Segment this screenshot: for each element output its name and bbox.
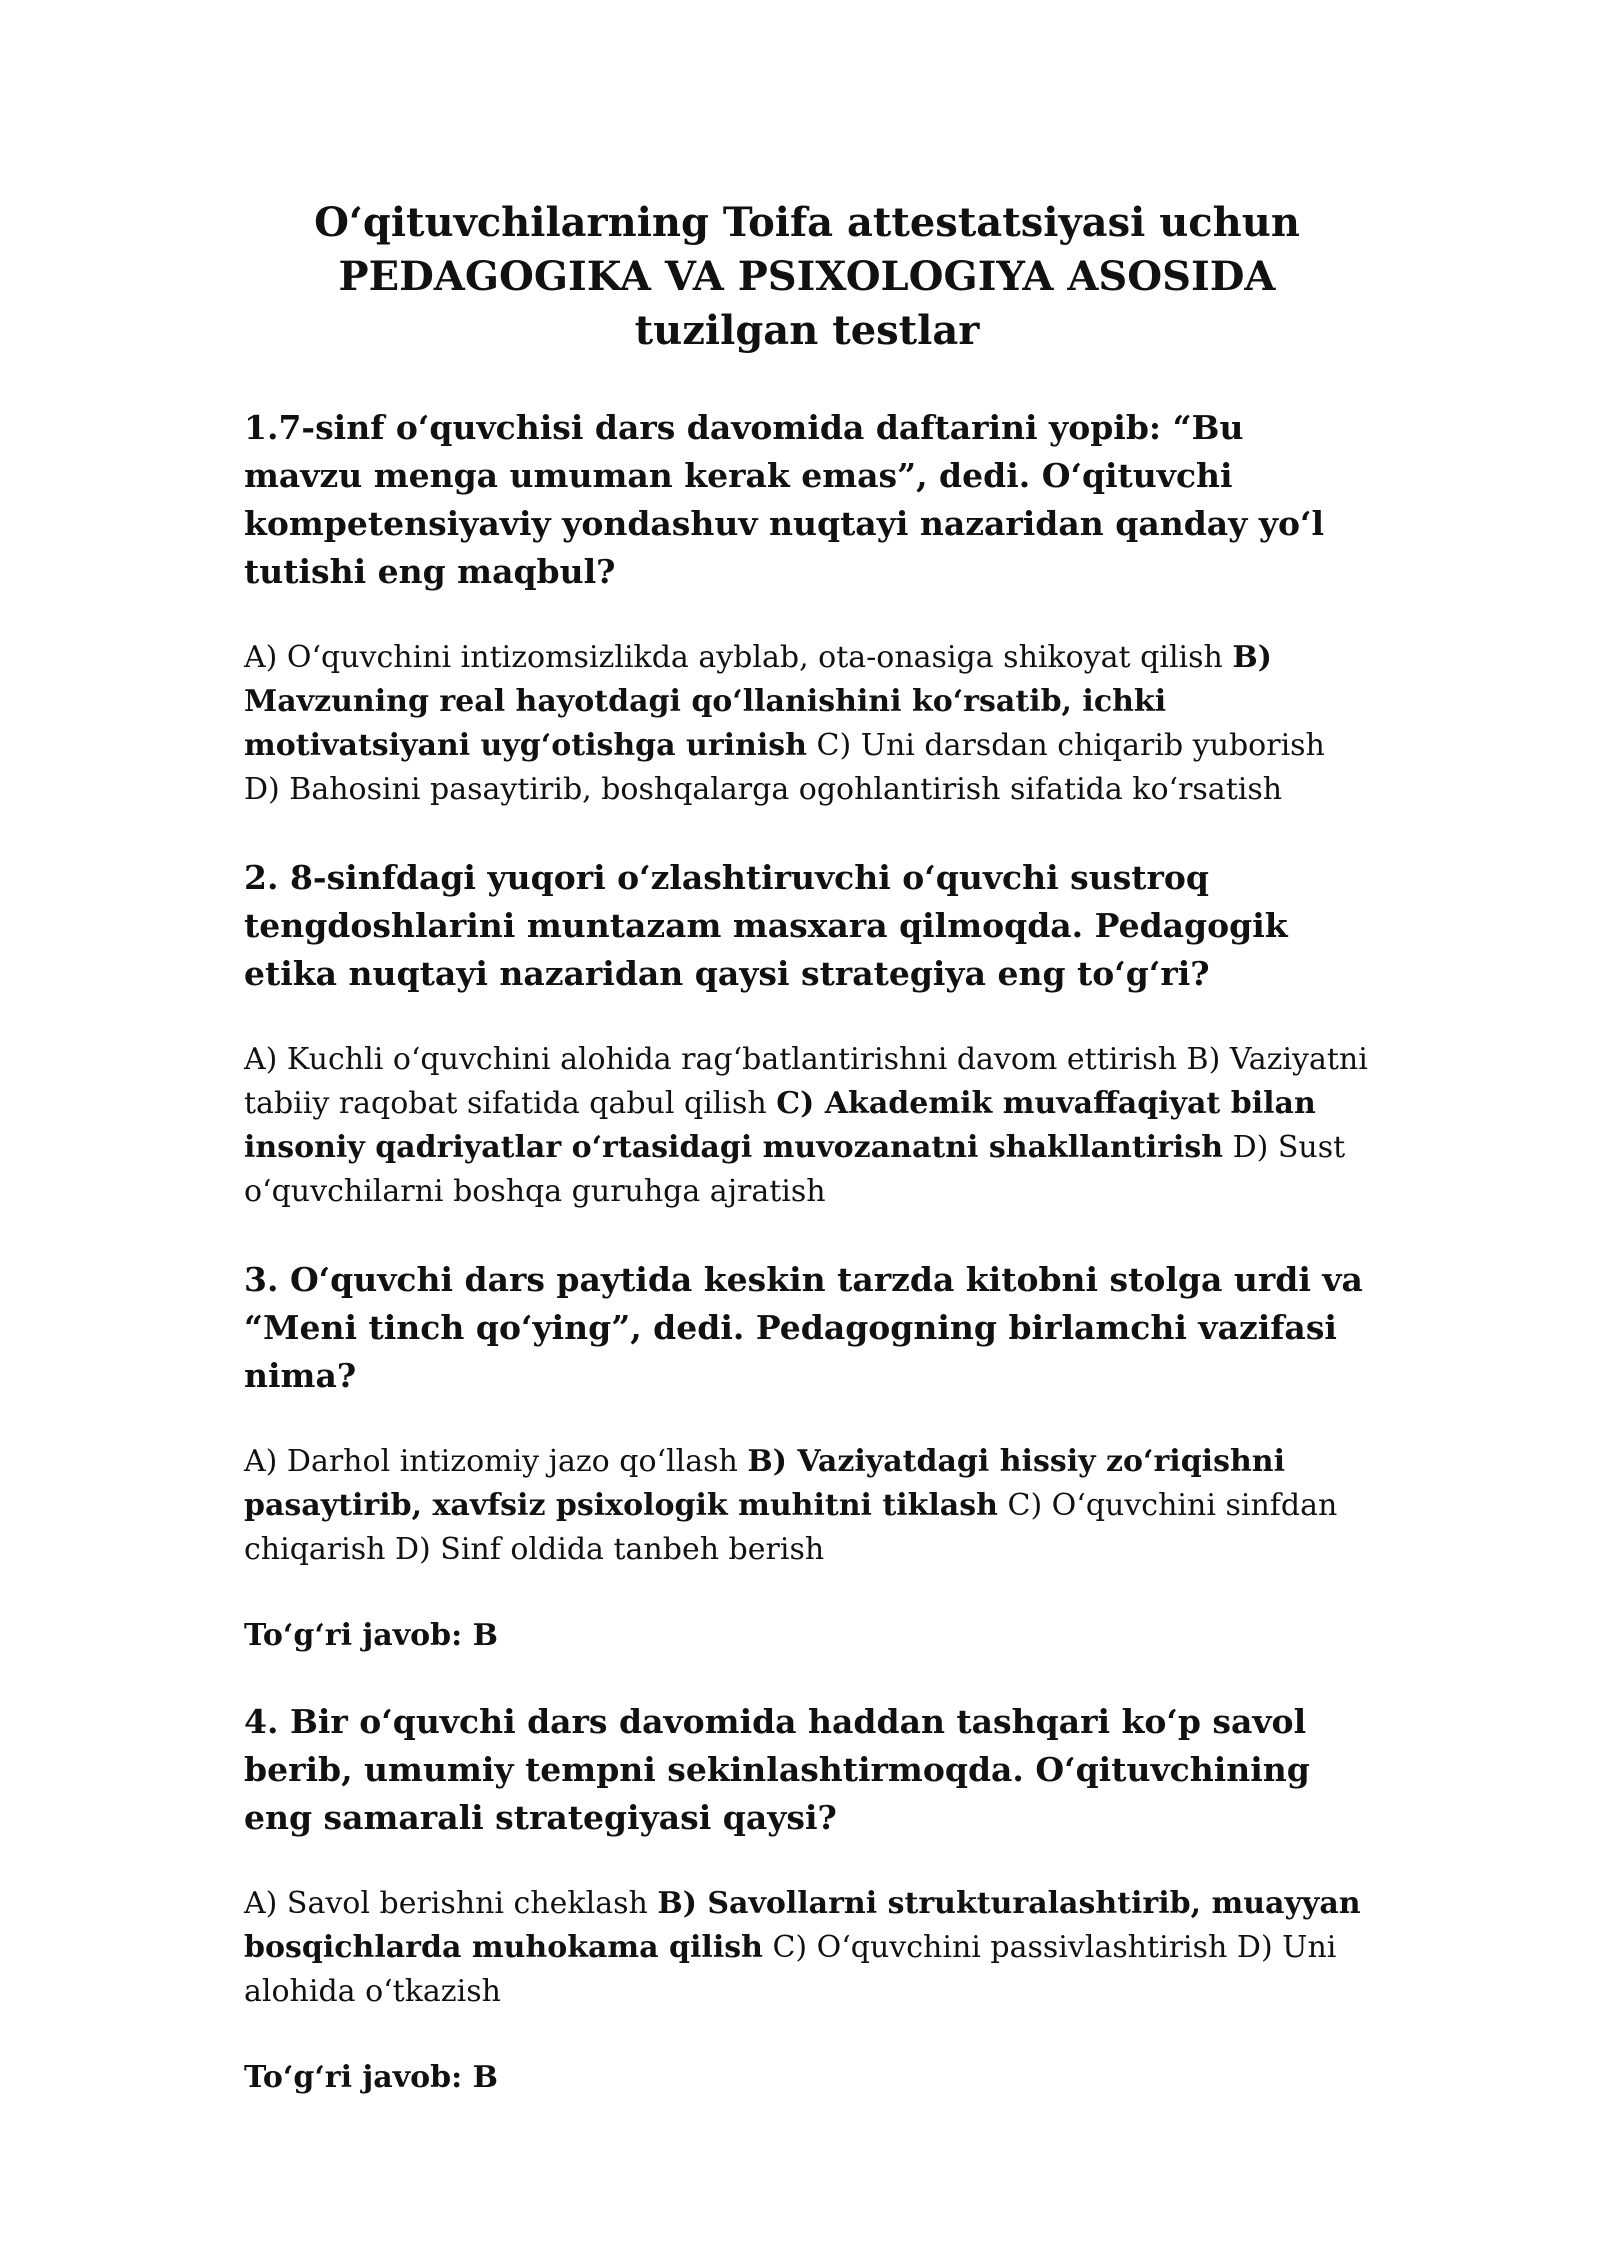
question-4-answer: To‘g‘ri javob: B (244, 2060, 498, 2095)
question-1-options-before: A) O‘quvchini intizomsizlikda ayblab, ota-onasiga shikoyat qilish (244, 640, 1233, 675)
document-title (244, 196, 1370, 358)
question-3-options-before: A) Darhol intizomiy jazo qo‘llash (244, 1444, 748, 1479)
question-2-correct-option: C) Akademik muvaffaqiyat bilan insoniy qadriyatlar o‘rtasidagi muvozanatni shakllantirish (244, 1086, 1316, 1165)
question-2-options-after: D) Sust o‘quvchilarni boshqa guruhga ajratish (244, 1130, 1346, 1209)
title-line-3: tuzilgan testlar (634, 307, 980, 354)
question-3-options (244, 1440, 1370, 1572)
title-line-2: PEDAGOGIKA VA PSIXOLOGIYA ASOSIDA (338, 253, 1276, 300)
question-3-correct-option: B) Vaziyatdagi hissiy zo‘riqishni pasaytirib, xavfsiz psixologik muhitni tiklash (244, 1444, 1285, 1523)
question-4-text: 4. Bir o‘quvchi dars davomida haddan tashqari ko‘p savol berib, umumiy tempni sekinlashtirmoqda. O‘qituvchining eng samarali strategiyasi qaysi? (244, 1702, 1310, 1837)
title-line-1: O‘qituvchilarning Toifa attestatsiyasi uchun (314, 199, 1300, 246)
question-1-options-after: C) Uni darsdan chiqarib yuborish D) Bahosini pasaytirib, boshqalarga ogohlantirish sifatida ko‘rsatish (244, 728, 1325, 807)
question-2-text: 2. 8-sinfdagi yuqori o‘zlashtiruvchi o‘quvchi sustroq tengdoshlarini muntazam masxara qilmoqda. Pedagogik etika nuqtayi nazaridan qaysi strategiya eng to‘g‘ri? (244, 858, 1288, 993)
question-1-options (244, 636, 1370, 812)
question-4-correct-option: B) Savollarni strukturalashtirib, muayyan bosqichlarda muhokama qilish (244, 1886, 1361, 1965)
question-2-options-before: A) Kuchli o‘quvchini alohida rag‘batlantirishni davom ettirish B) Vaziyatni tabiiy raqobat sifatida qabul qilish (244, 1042, 1368, 1121)
question-3-text: 3. O‘quvchi dars paytida keskin tarzda kitobni stolga urdi va “Meni tinch qo‘ying”, dedi. Pedagogning birlamchi vazifasi nima? (244, 1260, 1363, 1395)
question-2-options (244, 1038, 1370, 1214)
question-3-answer: To‘g‘ri javob: B (244, 1618, 498, 1653)
question-3-options-after: C) O‘quvchini sinfdan chiqarish D) Sinf oldida tanbeh berish (244, 1488, 1338, 1567)
question-1-correct-option: B) Mavzuning real hayotdagi qo‘llanishini ko‘rsatib, ichki motivatsiyani uyg‘otishga urinish (244, 640, 1272, 763)
question-1-text: 1.7-sinf o‘quvchisi dars davomida daftarini yopib: “Bu mavzu menga umuman kerak emas”, dedi. O‘qituvchi kompetensiyaviy yondashuv nuqtayi nazaridan qanday yo‘l tutishi eng maqbul? (244, 408, 1325, 591)
question-4-options-after: C) O‘quvchini passivlashtirish D) Uni alohida o‘tkazish (244, 1930, 1337, 2009)
question-4-options-before: A) Savol berishni cheklash (244, 1886, 658, 1921)
question-4-options (244, 1882, 1370, 2014)
